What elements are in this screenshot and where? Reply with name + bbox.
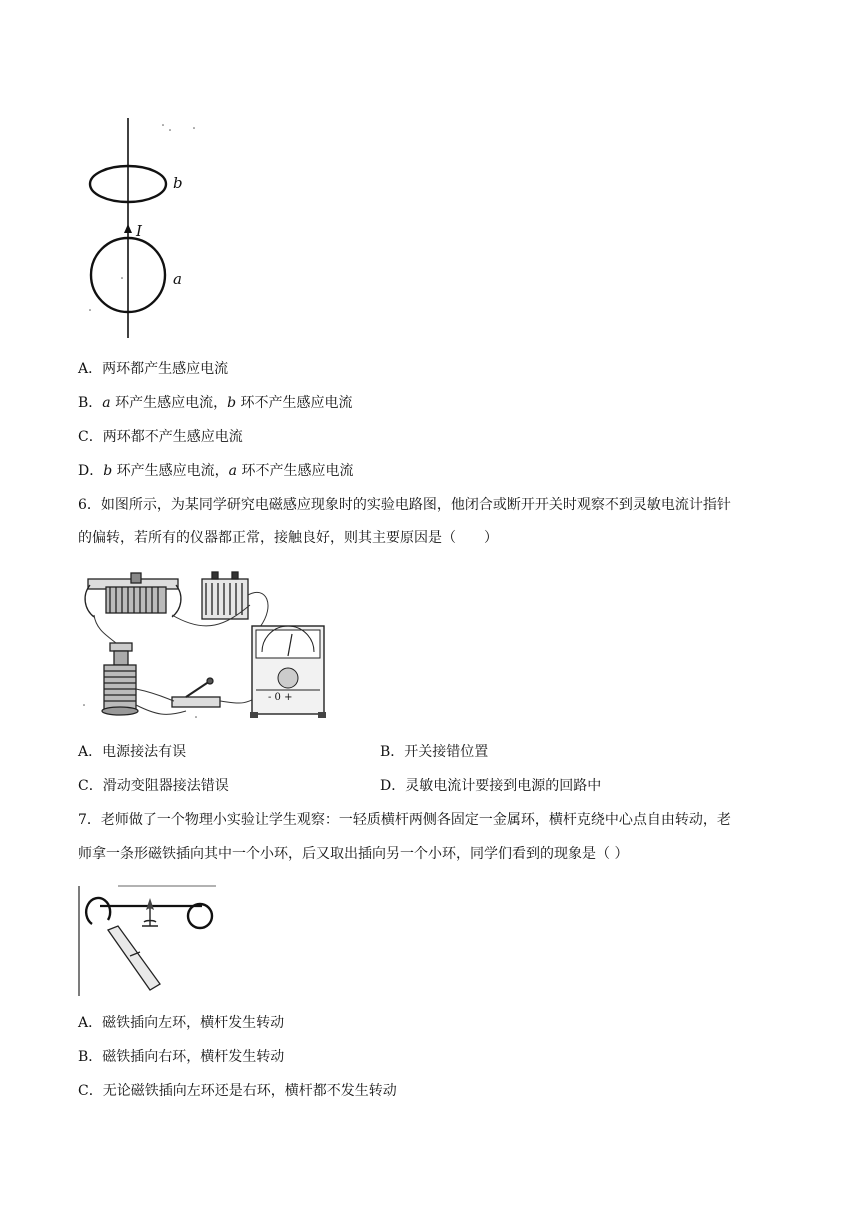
q6-stem-line1: 6．如图所示，为某同学研究电磁感应现象时的实验电路图，他闭合或断开开关时观察不到灵敏电流计指针 [78, 497, 731, 513]
knife-switch [172, 678, 220, 707]
q5-option-c: C．两环都不产生感应电流 [78, 429, 243, 445]
label-a: a [173, 270, 182, 288]
q6-option-b: B．开关接错位置 [380, 744, 489, 760]
q7-option-b: B．磁铁插向右环，横杆发生转动 [78, 1049, 285, 1065]
q5-option-d: D．b 环产生感应电流，a 环不产生感应电流 [78, 463, 354, 479]
coil [102, 643, 138, 715]
meter-terminals: - 0 + [268, 692, 293, 703]
q7-stem-line1: 7．老师做了一个物理小实验让学生观察：一轻质横杆两侧各固定一金属环，横杆克绕中心点自由转动，老 [78, 812, 731, 828]
bar-magnet [108, 926, 160, 990]
label-b: b [173, 174, 183, 192]
left-ring [86, 898, 110, 924]
q5-option-a: A．两环都产生感应电流 [78, 361, 229, 377]
q6-option-a: A．电源接法有误 [78, 744, 187, 760]
crossbar-figure [78, 880, 218, 998]
pivot-stand [142, 908, 158, 926]
galvanometer-figure [248, 620, 328, 720]
rheostat [85, 573, 181, 617]
q6-stem-line2: 的偏转，若所有的仪器都正常，接触良好，则其主要原因是（ ） [78, 530, 498, 546]
q7-option-c: C．无论磁铁插向左环还是右环，横杆都不发生转动 [78, 1083, 397, 1099]
q6-option-d: D．灵敏电流计要接到电源的回路中 [380, 778, 602, 794]
label-current: I [136, 222, 142, 240]
crossbar-diagram [78, 880, 218, 998]
q6-option-c: C．滑动变阻器接法错误 [78, 778, 229, 794]
current-arrow [124, 224, 132, 233]
q7-option-a: A．磁铁插向左环，横杆发生转动 [78, 1015, 285, 1031]
right-ring [188, 904, 212, 928]
q5-option-b: B．a 环产生感应电流，b 环不产生感应电流 [78, 395, 353, 411]
ring-figure [70, 110, 210, 340]
q7-stem-line2: 师拿一条形磁铁插向其中一个小环，后又取出插向另一个小环，同学们看到的现象是（ ） [78, 846, 629, 862]
galvanometer [248, 620, 328, 720]
